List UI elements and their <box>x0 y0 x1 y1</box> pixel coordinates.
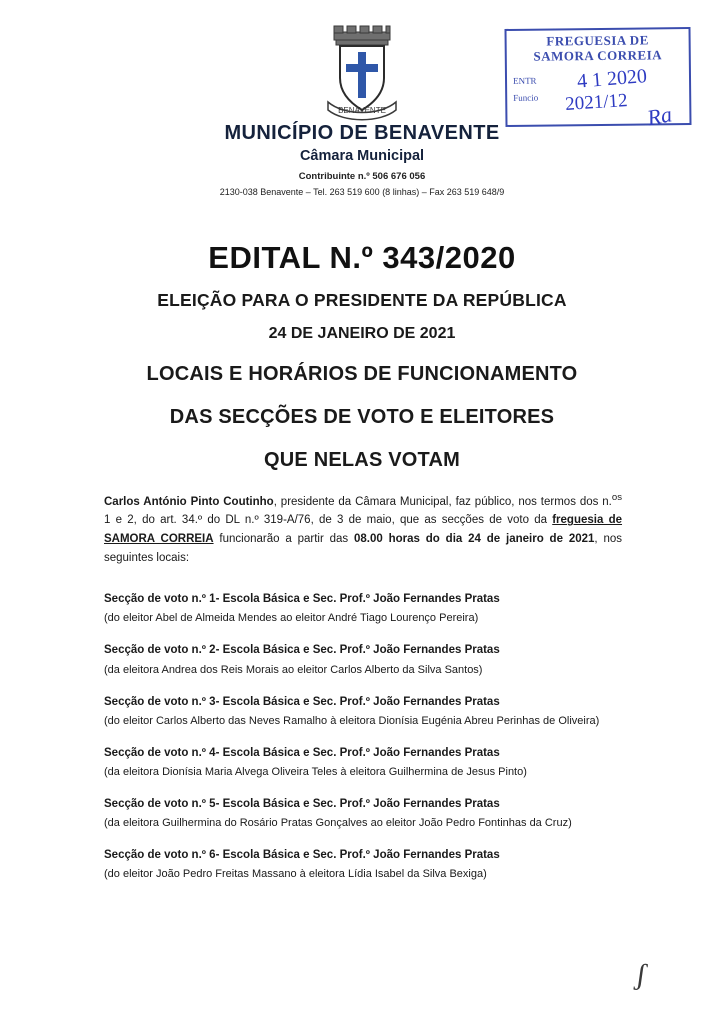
section-voter-range: (da eleitora Andrea dos Reis Morais ao eleitor Carlos Alberto da Silva Santos) <box>104 663 483 676</box>
stamp-title-line1: FREGUESIA DE <box>546 32 649 49</box>
voting-sections-list <box>104 591 622 883</box>
stamp-field-entry: ENTR <box>512 75 537 86</box>
election-subtitle: ELEIÇÃO PARA O PRESIDENTE DA REPÚBLICA <box>157 290 567 310</box>
list-item <box>104 591 622 627</box>
handwritten-initial: ʃ <box>633 957 649 992</box>
document-titles <box>0 240 724 472</box>
list-item <box>104 694 622 730</box>
contributor-number: Contribuinte n.º 506 676 056 <box>298 171 426 182</box>
list-item <box>104 796 622 832</box>
subject-line-2: DAS SECÇÕES DE VOTO E ELEITORES <box>169 406 555 428</box>
address-line: 2130-038 Benavente – Tel. 263 519 600 (8 linhas) – Fax 263 519 648/9 <box>219 187 505 197</box>
section-title: Secção de voto n.º 1- Escola Básica e Sec. Prof.º João Fernandes Pratas <box>104 593 500 606</box>
municipality-body: Câmara Municipal <box>299 148 425 164</box>
opening-time: 08.00 horas do dia 24 de janeiro de 2021 <box>354 533 595 546</box>
municipality-name: MUNICÍPIO DE BENAVENTE <box>224 122 500 144</box>
section-title: Secção de voto n.º 6- Escola Básica e Sec. Prof.º João Fernandes Pratas <box>104 849 500 862</box>
page-title: EDITAL N.º 343/2020 <box>208 240 516 275</box>
letterhead <box>0 122 724 197</box>
parish-name: freguesia de SAMORA CORREIA <box>104 514 623 546</box>
document-body <box>104 490 622 898</box>
list-item <box>104 847 622 883</box>
section-title: Secção de voto n.º 2- Escola Básica e Sec. Prof.º João Fernandes Pratas <box>104 644 500 657</box>
reception-stamp <box>504 27 691 131</box>
section-voter-range: (da eleitora Dionísia Maria Alvega Oliveira Teles à eleitora Guilhermina de Jesus Pinto) <box>104 765 527 778</box>
section-voter-range: (da eleitora Guilhermina do Rosário Pratas Gonçalves ao eleitor João Pedro Fontinhas da Cruz) <box>104 816 572 829</box>
section-voter-range: (do eleitor Carlos Alberto das Neves Ramalho à eleitora Dionísia Eugénia Abreu Perinhas de Oliveira) <box>104 714 600 727</box>
list-item <box>104 642 622 678</box>
subject-line-1: LOCAIS E HORÁRIOS DE FUNCIONAMENTO <box>146 363 578 385</box>
subject-line-3: QUE NELAS VOTAM <box>264 449 460 471</box>
stamp-handwritten-date: 4 1 2020 <box>576 65 648 93</box>
intro-part-2: 1 e 2, do art. 34.º do DL n.º 319-A/76, de 3 de maio, que as secções de voto da <box>104 514 553 527</box>
stamp-title-line2: SAMORA CORREIA <box>533 47 663 64</box>
stamp-handwritten-signature: Ra <box>645 101 674 131</box>
section-title: Secção de voto n.º 5- Escola Básica e Sec. Prof.º João Fernandes Pratas <box>104 797 500 810</box>
mayor-name: Carlos António Pinto Coutinho <box>104 495 274 508</box>
svg-text:BENAVENTE: BENAVENTE <box>338 106 386 115</box>
section-voter-range: (do eleitor Abel de Almeida Mendes ao eleitor André Tiago Lourenço Pereira) <box>104 612 479 625</box>
stamp-field-officer: Funcio <box>513 92 539 103</box>
section-title: Secção de voto n.º 3- Escola Básica e Sec. Prof.º João Fernandes Pratas <box>104 695 500 708</box>
stamp-handwritten-number: 2021/12 <box>564 90 629 115</box>
intro-part-1: , presidente da Câmara Municipal, faz público, nos termos dos n. <box>273 495 612 508</box>
intro-part-4: , nos seguintes locais: <box>104 533 622 564</box>
intro-sup-1: os <box>611 492 622 503</box>
intro-part-3: funcionarão a partir das <box>213 533 354 546</box>
election-date: 24 DE JANEIRO DE 2021 <box>268 325 456 342</box>
intro-paragraph <box>104 490 622 567</box>
section-title: Secção de voto n.º 4- Escola Básica e Sec. Prof.º João Fernandes Pratas <box>104 746 500 759</box>
section-voter-range: (do eleitor João Pedro Freitas Massano à eleitora Lídia Isabel da Silva Bexiga) <box>104 868 487 881</box>
stamp-title <box>507 33 689 65</box>
crest-icon <box>314 24 410 124</box>
list-item <box>104 745 622 781</box>
